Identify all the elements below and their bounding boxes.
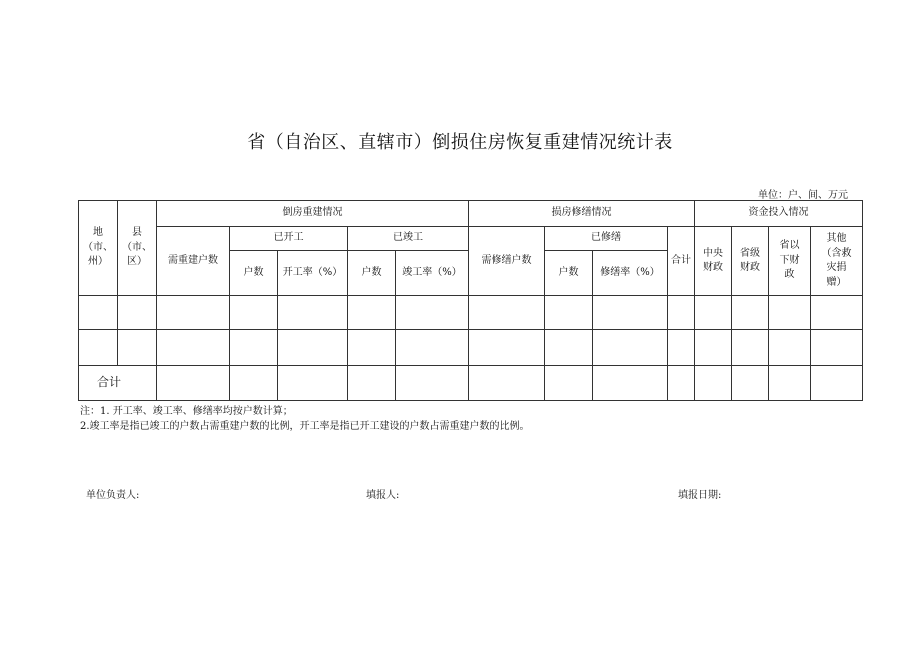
unit-label: 单位：户、间、万元: [758, 190, 848, 201]
table-row: [79, 296, 863, 330]
header-need-rebuild: 需重建户数: [157, 227, 230, 296]
notes: [80, 404, 530, 434]
header-completed-households: 户数: [348, 251, 396, 296]
date-label: 填报日期:: [678, 490, 722, 501]
unit-head-label: 单位负责人:: [86, 490, 140, 501]
note-2: 2.竣工率是指已竣工的户数占需重建户数的比例，开工率是指已开工建设的户数占需重建户数的比例。: [80, 421, 530, 432]
header-provincial: 省级财政: [732, 227, 769, 296]
total-row: [79, 366, 863, 401]
header-repaired: 已修缮: [545, 227, 668, 251]
header-funds-group: 资金投入情况: [695, 201, 863, 227]
header-need-repair: 需修缮户数: [469, 227, 545, 296]
filler-label: 填报人:: [366, 490, 400, 501]
header-started: 已开工: [230, 227, 348, 251]
header-start-rate: 开工率（%）: [278, 251, 348, 296]
header-xian: 县（市、区）: [118, 201, 157, 296]
header-collapse-group: 倒房重建情况: [157, 201, 469, 227]
header-below-provincial: 省以下财政: [769, 227, 811, 296]
page-title: 省（自治区、直辖市）倒损住房恢复重建情况统计表: [247, 132, 673, 153]
header-started-households: 户数: [230, 251, 278, 296]
statistics-table: [78, 200, 863, 401]
header-funds-total: 合计: [668, 227, 695, 296]
header-complete-rate: 竣工率（%）: [396, 251, 469, 296]
header-di: 地（市、州）: [79, 201, 118, 296]
note-1: 注：1. 开工率、竣工率、修缮率均按户数计算；: [80, 406, 293, 417]
header-central: 中央财政: [695, 227, 732, 296]
table-row: [79, 330, 863, 366]
header-repaired-households: 户数: [545, 251, 593, 296]
header-damage-group: 损房修缮情况: [469, 201, 695, 227]
header-repair-rate: 修缮率（%）: [593, 251, 668, 296]
total-label: 合计: [79, 366, 157, 401]
header-other: 其他（含救灾捐赠）: [811, 227, 863, 296]
header-completed: 已竣工: [348, 227, 469, 251]
